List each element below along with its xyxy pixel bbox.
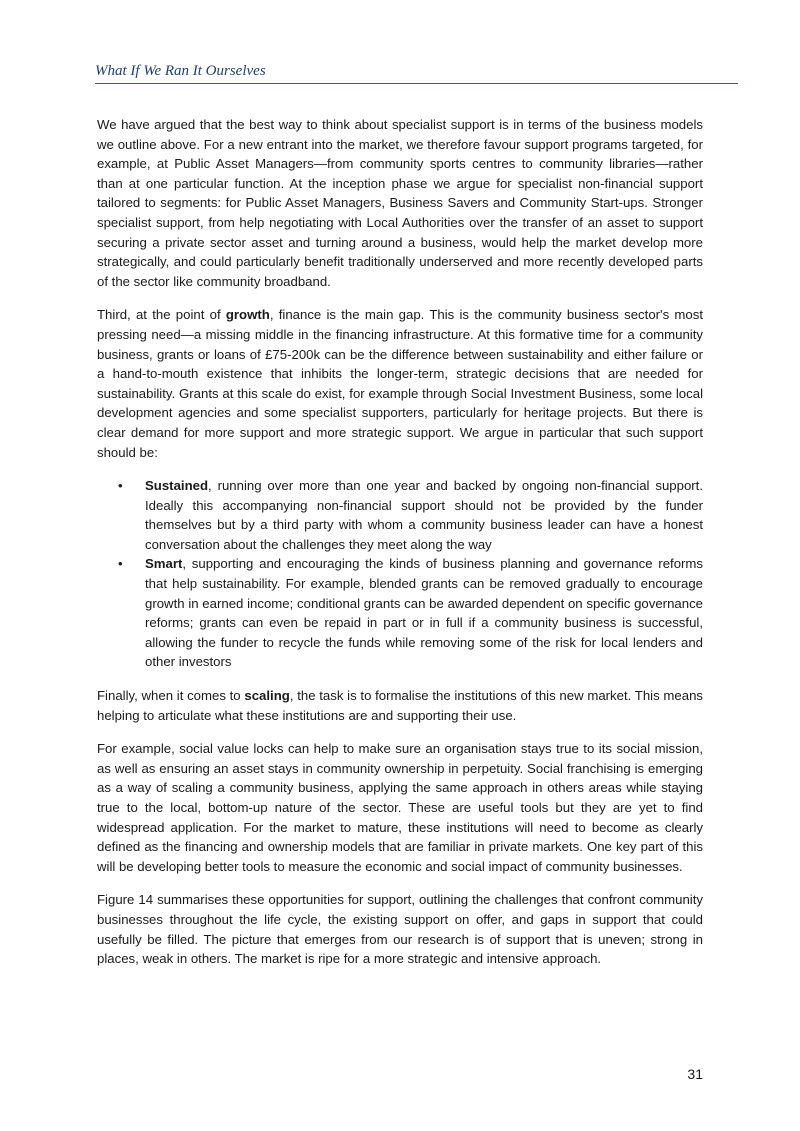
list-item-smart [97,554,703,672]
paragraph-growth-intro: Third, at the point of [97,307,226,323]
paragraph-growth-body: , finance is the main gap. This is the community business sector's most pressing need—a missing middle in the financing infrastructure. At this formative time for a community business, grants or loans of £75-200k can be the difference between sustainability and either failure or a hand-to-mouth existence that inhibits the longer-term, strategic decisions that are needed for sustainability. Grants at this scale do exist, for example through Social Investment Business, some local development agencies and some specialist supporters, particularly for heritage projects. But there is clear demand for more support and more strategic support. We argue in particular that such support should be: [97,307,703,460]
paragraph-social-value-locks: For example, social value locks can help to make sure an organisation stays true to its social mission, as well as ensuring an asset stays in community ownership in perpetuity. Social franchising is emerging as a way of scaling a community business, applying the same approach in others areas while staying true to the local, bottom-up nature of the sector. These are useful tools but they are yet to find widespread application. For the market to mature, these institutions will need to become as clearly defined as the financing and ownership models that are familiar in private markets. One key part of this will be developing better tools to measure the economic and social impact of community businesses. [97,741,703,874]
paragraph-scaling [97,686,703,725]
paragraph-growth [97,305,703,462]
running-title: What If We Ran It Ourselves [95,63,266,79]
bullet-icon: • [118,556,123,572]
paragraph-specialist-support: We have argued that the best way to think about specialist support is in terms of the business models we outline above. For a new entrant into the market, we therefore favour support programs targeted, for example, at Public Asset Managers—from community sports centres to community libraries—rather than at one particular function. At the inception phase we argue for specialist non-financial support tailored to segments: for Public Asset Managers, Business Savers and Community Start-ups. Stronger specialist support, from help negotiating with Local Authorities over the transfer of an asset to support securing a private sector asset and turning around a business, would help the market develop more strategically, and could particularly benefit traditionally underserved and more recently developed parts of the sector like community broadband. [97,117,703,289]
page-number: 31 [687,1066,703,1082]
keyword-growth: growth [225,307,270,323]
support-criteria-list [97,476,703,672]
running-header [95,62,738,84]
body-text [97,115,703,983]
keyword-smart: Smart [145,556,183,572]
bullet-icon: • [118,478,123,494]
keyword-sustained: Sustained [145,478,209,494]
paragraph-scaling-intro: Finally, when it comes to [97,688,245,704]
paragraph-figure-summary: Figure 14 summarises these opportunities for support, outlining the challenges that confront community businesses throughout the life cycle, the existing support on offer, and gaps in support that could usefully be filled. The picture that emerges from our research is of support that is uneven; strong in places, weak in others. The market is ripe for a more strategic and intensive approach. [97,892,703,967]
list-item-sustained [97,476,703,554]
keyword-scaling: scaling [244,688,290,704]
list-item-sustained-text: , running over more than one year and backed by ongoing non-financial support. Ideally this accompanying non-financial support should not be provided by the funder themselves but by a third party with whom a community business leader can have a honest conversation about the challenges they meet along the way [145,478,703,552]
paragraph-scaling-body: , the task is to formalise the institutions of this new market. This means helping to articulate what these institutions are and supporting their use. [97,688,704,723]
list-item-smart-text: , supporting and encouraging the kinds of business planning and governance reforms that help sustainability. For example, blended grants can be removed gradually to encourage growth in earned income; conditional grants can be awarded dependent on specific governance reforms; grants can even be repaid in part or in full if a community business is successful, allowing the funder to recycle the funds while removing some of the risk for local lenders and other investors [145,556,703,670]
